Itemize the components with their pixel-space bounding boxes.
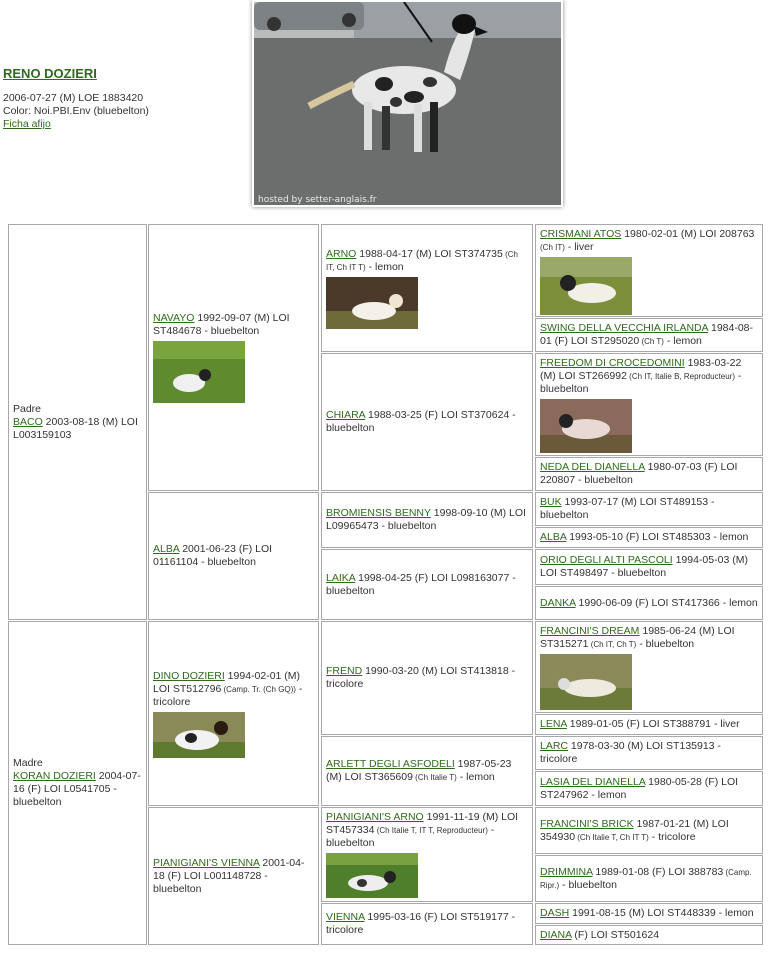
g2-color: - tricolore: [153, 682, 303, 708]
dog-birth-info: 2006-07-27 (M) LOE 1883420: [3, 92, 144, 104]
g3-details: 1988-03-25 (F) LOI ST370624 - bluebelton: [326, 409, 516, 434]
g4-cell-alba: [535, 527, 763, 548]
g4-title: (Ch IT): [540, 243, 565, 252]
g2-details: 1992-09-07 (M) LOI ST484678 - bluebelton: [153, 312, 290, 337]
g4-color: - liver: [564, 241, 594, 253]
g2-title: (Camp. Tr. (Ch GQ)): [221, 684, 296, 694]
sire-cell: [8, 224, 147, 620]
g4-color: - tricolore: [648, 830, 696, 843]
g4-cell-francinis-dream: [535, 621, 763, 713]
g4-name-link[interactable]: ORIO DEGLI ALTI PASCOLI: [540, 554, 673, 566]
g3-details: 1995-03-16 (F) LOI ST519177 - tricolore: [326, 911, 516, 936]
g3-color: - lemon: [365, 260, 404, 273]
g4-name-link[interactable]: LASIA DEL DIANELLA: [540, 775, 646, 788]
g4-details: 1989-01-05 (F) LOI ST388791 - liver: [566, 718, 740, 730]
g3-details: 1998-09-10 (M) LOI L09965473 - bluebelton: [326, 507, 526, 532]
g4-name-link[interactable]: FRANCINI'S DREAM: [540, 625, 640, 637]
g4-cell-lena: [535, 714, 763, 735]
g2-name-link[interactable]: NAVAYO: [153, 312, 195, 324]
dog-name-link[interactable]: RENO DOZIERI: [3, 66, 97, 81]
g4-cell-danka: [535, 586, 763, 620]
g2-cell-vienna: [148, 807, 319, 945]
g3-cell-arlett: [321, 736, 533, 806]
g4-color: - bluebelton: [540, 370, 742, 395]
g2-name-link[interactable]: ALBA: [153, 543, 180, 555]
g4-cell-drimmina: [535, 855, 763, 902]
g3-cell-frend: [321, 621, 533, 735]
dog-header: [3, 66, 243, 131]
g4-color: - lemon: [663, 335, 702, 347]
g3-name-link[interactable]: VIENNA: [326, 911, 365, 923]
g4-name-link[interactable]: NEDA DEL DIANELLA: [540, 461, 645, 473]
g3-title: (Ch IT, Ch IT T): [326, 249, 518, 272]
g3-name-link[interactable]: FREND: [326, 665, 363, 677]
g4-details: (F) LOI ST501624: [571, 928, 660, 941]
g4-cell-swing: [535, 318, 763, 352]
g4-cell-dash: [535, 903, 763, 924]
g2-cell-dino: [148, 621, 319, 806]
g3-name-link[interactable]: LAIKA: [326, 571, 356, 584]
g4-title: (Camp. Ripr.): [540, 867, 752, 890]
g3-details: 1987-05-23 (M) LOI ST365609: [326, 758, 512, 783]
g4-details: 1983-03-22 (M) LOI ST266992: [540, 357, 742, 382]
g4-cell-diana: [535, 925, 763, 945]
g4-name-link[interactable]: CRISMANI ATOS: [540, 228, 622, 240]
g3-name-link[interactable]: ARLETT DEGLI ASFODELI: [326, 758, 455, 770]
dam-details: 2004-07-16 (F) LOI L0541705 - bluebelton: [13, 770, 141, 808]
dam-cell: [8, 621, 147, 945]
g4-name-link[interactable]: SWING DELLA VECCHIA IRLANDA: [540, 322, 709, 334]
main-dog-photo: [252, 0, 563, 207]
g4-details: 1978-03-30 (M) LOI ST135913 - tricolore: [540, 740, 721, 765]
g4-name-link[interactable]: BUK: [540, 496, 562, 508]
g4-details: 1980-02-01 (M) LOI 208763: [621, 228, 755, 240]
dog-color-info: Color: Noi.PBI.Env (bluebelton): [3, 105, 149, 117]
g4-cell-crismani: [535, 224, 763, 317]
dam-name-link[interactable]: KORAN DOZIERI: [13, 770, 96, 782]
g4-details: 1990-06-09 (F) LOI ST417366 - lemon: [575, 596, 758, 609]
g3-cell-bromiensis: [321, 492, 533, 548]
g4-title: (Ch T): [639, 337, 664, 346]
dog-photo-thumbnail[interactable]: [326, 853, 418, 898]
sire-details: 2003-08-18 (M) LOI L003159103: [13, 415, 138, 441]
g3-details: 1988-04-17 (M) LOI ST374735: [356, 247, 503, 260]
g4-details: 1984-08-01 (F) LOI ST295020: [540, 322, 754, 347]
g4-title: (Ch IT, Italie B, Reproducteur): [626, 372, 735, 381]
dog-photo-thumbnail[interactable]: [540, 257, 632, 315]
g2-name-link[interactable]: PIANIGIANI'S VIENNA: [153, 856, 260, 869]
g3-name-link[interactable]: BROMIENSIS BENNY: [326, 507, 431, 519]
g4-cell-freedom: [535, 353, 763, 456]
g4-cell-orio: [535, 549, 763, 585]
g3-cell-chiara: [321, 353, 533, 491]
g2-cell-navayo: [148, 224, 319, 491]
photo-watermark: hosted by setter-anglais.fr: [258, 195, 377, 205]
g4-details: 1980-07-03 (F) LOI 220807 - bluebelton: [540, 461, 738, 486]
g4-name-link[interactable]: FRANCINI'S BRICK: [540, 817, 634, 830]
g4-details: 1980-05-28 (F) LOI ST247962 - lemon: [540, 775, 739, 801]
g3-title: (Ch Italie T, IT T, Reproducteur): [374, 826, 488, 835]
g4-title: (Ch Italie T, Ch IT T): [575, 832, 649, 842]
g3-name-link[interactable]: ARNO: [326, 247, 357, 260]
g3-color: - bluebelton: [326, 824, 495, 849]
dog-photo-thumbnail[interactable]: [153, 712, 245, 758]
g4-name-link[interactable]: DASH: [540, 907, 570, 919]
dog-photo-thumbnail[interactable]: [540, 654, 632, 710]
g3-cell-arno: [321, 224, 533, 352]
g4-name-link[interactable]: DIANA: [540, 928, 572, 941]
madre-label: Madre: [13, 757, 43, 769]
g2-details: 2001-06-23 (F) LOI 01161104 - bluebelton: [153, 543, 273, 568]
g2-name-link[interactable]: DINO DOZIERI: [153, 669, 225, 682]
g3-cell-pianigiani-arno: [321, 807, 533, 902]
g4-name-link[interactable]: LENA: [540, 718, 567, 730]
padre-label: Padre: [13, 402, 42, 415]
g4-details: 1991-08-15 (M) LOI ST448339 - lemon: [569, 907, 754, 919]
g3-name-link[interactable]: PIANIGIANI'S ARNO: [326, 811, 424, 823]
g2-cell-alba: [148, 492, 319, 620]
g4-cell-francinis-brick: [535, 807, 763, 854]
g3-color: - lemon: [456, 771, 495, 783]
g4-name-link[interactable]: FREEDOM DI CROCEDOMINI: [540, 357, 685, 369]
g4-details: 1994-05-03 (M) LOI ST498497 - bluebelton: [540, 554, 748, 579]
g2-details: 1994-02-01 (M) LOI ST512796: [153, 669, 301, 695]
g4-name-link[interactable]: ALBA: [540, 531, 567, 543]
g3-name-link[interactable]: CHIARA: [326, 409, 366, 421]
g4-cell-lasia: [535, 771, 763, 806]
g4-cell-buk: [535, 492, 763, 526]
g3-details: 1991-11-19 (M) LOI ST457334: [326, 811, 519, 836]
g4-name-link[interactable]: DANKA: [540, 596, 576, 609]
dog-photo-thumbnail[interactable]: [540, 399, 632, 453]
g3-cell-laika: [321, 549, 533, 620]
g3-cell-vienna: [321, 903, 533, 945]
g4-name-link[interactable]: DRIMMINA: [540, 865, 593, 878]
dog-photo-thumbnail[interactable]: [153, 341, 245, 403]
g3-details: 1998-04-25 (F) LOI L098163077 - bluebelton: [326, 571, 516, 597]
ficha-afijo-link[interactable]: Ficha afijo: [3, 118, 51, 130]
dog-photo-thumbnail[interactable]: [326, 277, 418, 329]
g4-color: - bluebelton: [559, 878, 617, 891]
sire-name-link[interactable]: BACO: [13, 415, 43, 428]
g4-cell-neda: [535, 457, 763, 491]
g2-details: 2001-04-18 (F) LOI L001148728 - bluebelton: [153, 856, 305, 895]
g4-title: (Ch IT, Ch T): [588, 640, 637, 649]
g4-details: 1985-06-24 (M) LOI ST315271: [540, 625, 735, 650]
g4-name-link[interactable]: LARC: [540, 740, 569, 752]
g4-details: 1987-01-21 (M) LOI 354930: [540, 817, 729, 843]
g4-details: 1993-05-10 (F) LOI ST485303 - lemon: [566, 531, 749, 543]
g4-details: 1993-07-17 (M) LOI ST489153 - bluebelton: [540, 496, 715, 521]
g4-details: 1989-01-08 (F) LOI 388783: [592, 865, 724, 878]
g3-details: 1990-03-20 (M) LOI ST413818 - tricolore: [326, 665, 516, 690]
g4-color: - bluebelton: [636, 638, 695, 650]
g3-title: (Ch Italie T): [412, 773, 457, 782]
g4-cell-larc: [535, 736, 763, 770]
